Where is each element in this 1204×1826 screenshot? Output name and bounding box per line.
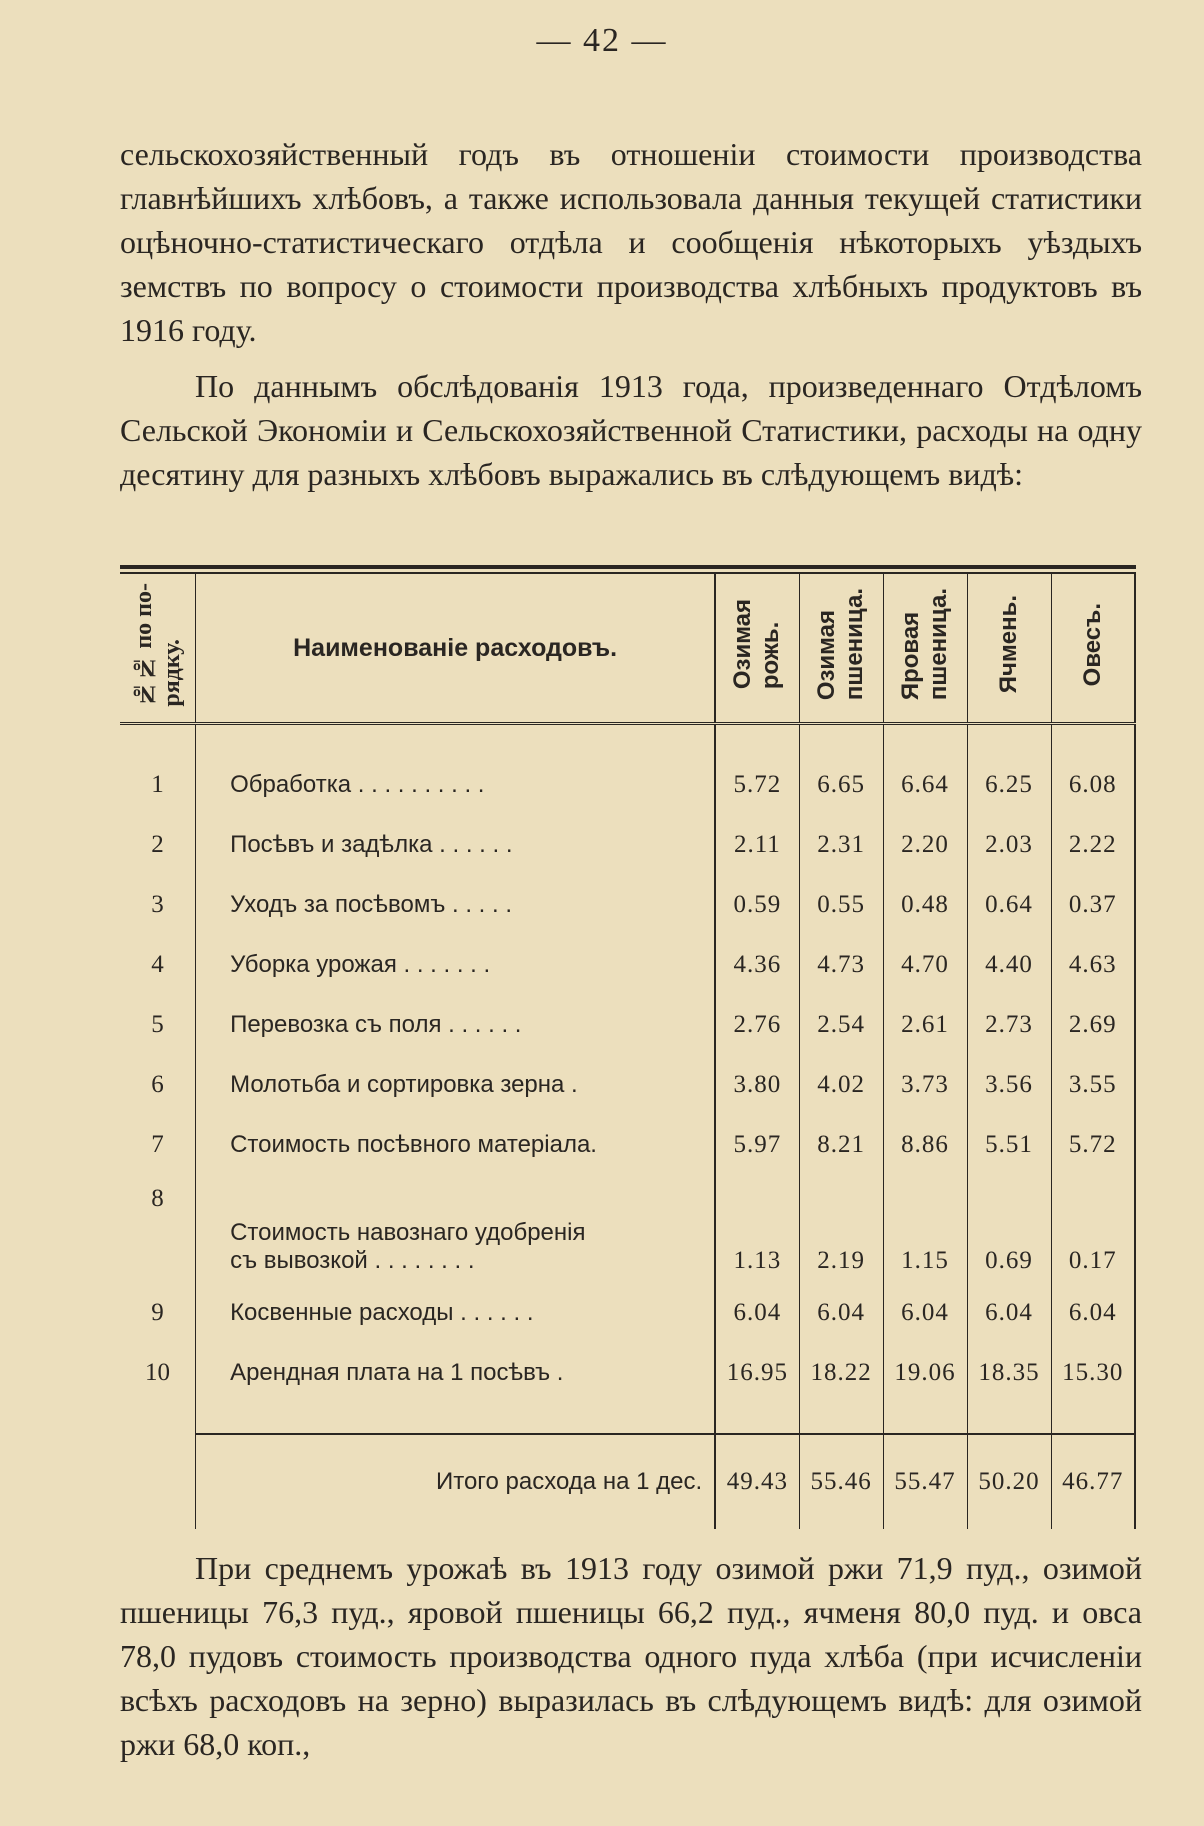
value-cell: 0.64 [967, 875, 1051, 935]
total-value: 55.46 [799, 1434, 883, 1529]
value-cell: 2.73 [967, 995, 1051, 1055]
value-cell: 3.73 [883, 1055, 967, 1115]
value-cell: 15.30 [1051, 1343, 1135, 1403]
expense-name-line2: съ вывозкой . . . . . . . . [230, 1247, 475, 1274]
expense-name [196, 1175, 716, 1283]
table-row [120, 935, 1135, 995]
value-cell: 6.04 [799, 1283, 883, 1343]
total-value: 50.20 [967, 1434, 1051, 1529]
header-spring-wheat: Яровая пшеница. [883, 574, 967, 724]
value-cell: 6.64 [883, 755, 967, 815]
total-row [120, 1434, 1135, 1529]
table-row [120, 1283, 1135, 1343]
paragraph-1 [120, 132, 1142, 352]
row-number: 1 [120, 755, 196, 815]
value-cell: 6.04 [715, 1283, 799, 1343]
value-cell: 2.61 [883, 995, 967, 1055]
value-cell: 18.35 [967, 1343, 1051, 1403]
value-cell: 4.73 [799, 935, 883, 995]
expense-name: Обработка . . . . . . . . . . [196, 755, 716, 815]
expense-name: Арендная плата на 1 посѣвъ . [196, 1343, 716, 1403]
value-cell: 8.86 [883, 1115, 967, 1175]
expense-table [120, 574, 1136, 1529]
value-cell: 2.03 [967, 815, 1051, 875]
value-cell: 2.54 [799, 995, 883, 1055]
value-cell: 5.97 [715, 1115, 799, 1175]
value-cell: 3.56 [967, 1055, 1051, 1115]
total-value: 46.77 [1051, 1434, 1135, 1529]
value-cell: 6.04 [1051, 1283, 1135, 1343]
value-cell: 0.37 [1051, 875, 1135, 935]
row-number: 7 [120, 1115, 196, 1175]
value-cell: 2.19 [799, 1175, 883, 1283]
paragraph-2 [120, 364, 1142, 496]
paragraph-3-text: При среднемъ урожаѣ въ 1913 году озимой ржи 71,9 пуд., озимой пшеницы 76,3 пуд., яровой пшеницы 66,2 пуд., ячменя 80,0 пуд. и овса 78,0 пудовъ стоимость производства одного пуда хлѣба (при исчисленіи всѣхъ расходовъ на зерно) выразилась въ слѣдующемъ видѣ: для озимой ржи 68,0 коп., [120, 1550, 1142, 1762]
value-cell: 0.48 [883, 875, 967, 935]
paragraph-1-text: сельскохозяйственный годъ въ отношеніи стоимости производства главнѣйшихъ хлѣбовъ, а также использовала данныя текущей статистики оцѣночно-статистическаго отдѣла и сообщенія нѣкоторыхъ уѣздыхъ земствъ по вопросу о стоимости производства хлѣбныхъ продуктовъ въ 1916 году. [120, 136, 1142, 348]
paragraph-2-text: По даннымъ обслѣдованія 1913 года, произведеннаго Отдѣломъ Сельской Экономіи и Сельскохозяйственной Статистики, расходы на одну десятину для разныхъ хлѣбовъ выражались въ слѣдующемъ видѣ: [120, 368, 1142, 492]
value-cell: 16.95 [715, 1343, 799, 1403]
value-cell: 4.70 [883, 935, 967, 995]
value-cell: 1.15 [883, 1175, 967, 1283]
table-row [120, 815, 1135, 875]
table-top-rule [120, 565, 1136, 569]
header-row-number: №№ по по- рядку. [120, 574, 196, 724]
value-cell: 2.31 [799, 815, 883, 875]
row-number: 9 [120, 1283, 196, 1343]
value-cell: 6.25 [967, 755, 1051, 815]
header-oats: Овесъ. [1051, 574, 1135, 724]
expense-name: Посѣвъ и задѣлка . . . . . . [196, 815, 716, 875]
value-cell: 6.04 [883, 1283, 967, 1343]
header-expense-name: Наименованіе расходовъ. [196, 574, 716, 724]
expense-name: Перевозка съ поля . . . . . . [196, 995, 716, 1055]
expense-name: Косвенные расходы . . . . . . [196, 1283, 716, 1343]
expense-name: Стоимость посѣвного матеріала. [196, 1115, 716, 1175]
value-cell: 18.22 [799, 1343, 883, 1403]
value-cell: 5.51 [967, 1115, 1051, 1175]
value-cell: 3.55 [1051, 1055, 1135, 1115]
value-cell: 1.13 [715, 1175, 799, 1283]
header-winter-wheat: Озимая пшеница. [799, 574, 883, 724]
row-number: 3 [120, 875, 196, 935]
total-label: Итого расхода на 1 дес. [196, 1434, 716, 1529]
row-number: 4 [120, 935, 196, 995]
value-cell: 2.69 [1051, 995, 1135, 1055]
value-cell: 2.20 [883, 815, 967, 875]
expense-name: Уборка урожая . . . . . . . [196, 935, 716, 995]
value-cell: 0.59 [715, 875, 799, 935]
paragraph-3 [120, 1546, 1142, 1766]
header-winter-rye: Озимая рожь. [715, 574, 799, 724]
row-number: 2 [120, 815, 196, 875]
value-cell: 4.02 [799, 1055, 883, 1115]
table-row [120, 1115, 1135, 1175]
table-row [120, 1055, 1135, 1115]
page-number: — 42 — [536, 22, 668, 59]
value-cell: 8.21 [799, 1115, 883, 1175]
table-header-row [120, 574, 1135, 724]
table-row [120, 1343, 1135, 1403]
expense-name: Уходъ за посѣвомъ . . . . . [196, 875, 716, 935]
row-number: 10 [120, 1343, 196, 1403]
row-number: 5 [120, 995, 196, 1055]
value-cell: 6.08 [1051, 755, 1135, 815]
table-row [120, 1175, 1135, 1283]
value-cell: 4.63 [1051, 935, 1135, 995]
total-value: 49.43 [715, 1434, 799, 1529]
value-cell: 3.80 [715, 1055, 799, 1115]
table-row [120, 755, 1135, 815]
value-cell: 2.22 [1051, 815, 1135, 875]
value-cell: 2.76 [715, 995, 799, 1055]
value-cell: 2.11 [715, 815, 799, 875]
value-cell: 19.06 [883, 1343, 967, 1403]
value-cell: 6.04 [967, 1283, 1051, 1343]
value-cell: 0.17 [1051, 1175, 1135, 1283]
row-number: 8 [120, 1175, 196, 1283]
expense-name-line1: Стоимость навознаго удобренія [230, 1219, 586, 1246]
table-row [120, 995, 1135, 1055]
value-cell: 0.69 [967, 1175, 1051, 1283]
total-value: 55.47 [883, 1434, 967, 1529]
value-cell: 6.65 [799, 755, 883, 815]
header-barley: Ячмень. [967, 574, 1051, 724]
value-cell: 0.55 [799, 875, 883, 935]
row-number: 6 [120, 1055, 196, 1115]
expense-name: Молотьба и сортировка зерна . [196, 1055, 716, 1115]
value-cell: 4.36 [715, 935, 799, 995]
value-cell: 5.72 [715, 755, 799, 815]
table-row [120, 875, 1135, 935]
value-cell: 4.40 [967, 935, 1051, 995]
value-cell: 5.72 [1051, 1115, 1135, 1175]
expense-table-block [120, 565, 1136, 1529]
